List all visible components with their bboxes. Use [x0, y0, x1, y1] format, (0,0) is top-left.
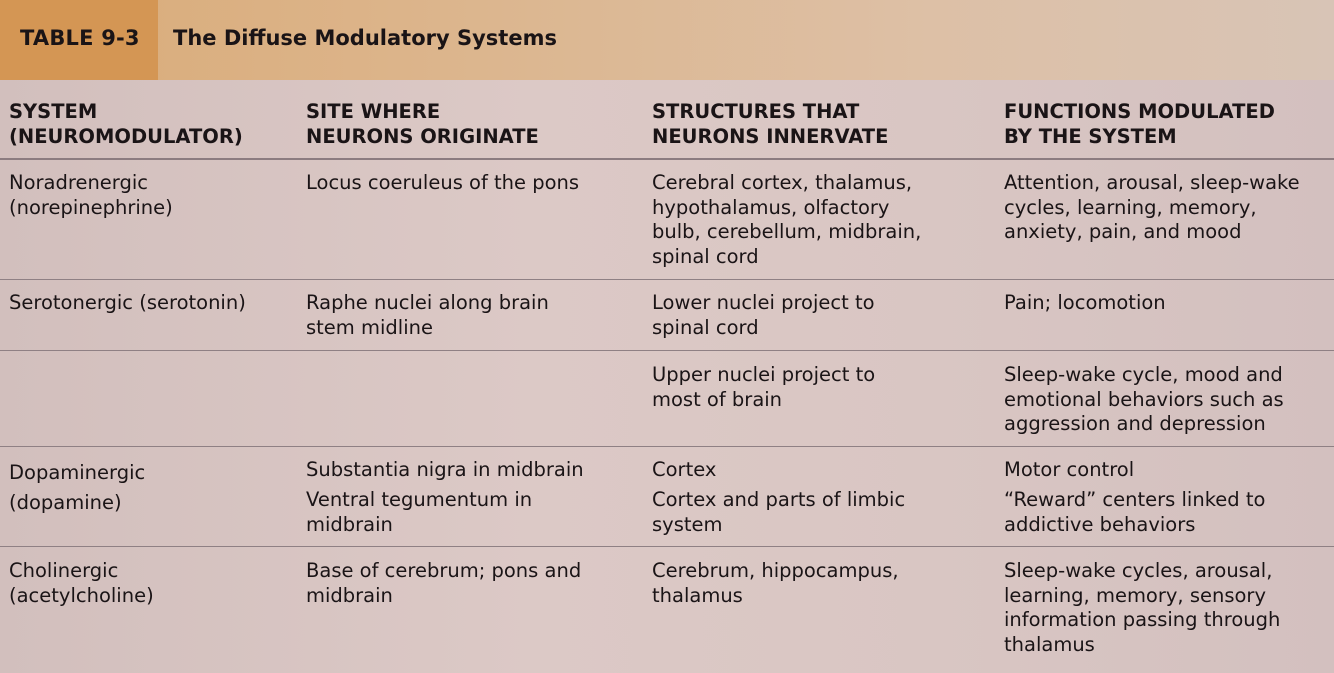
row-noradrenergic-site: Locus coeruleus of the pons: [306, 171, 580, 194]
row-divider: [0, 446, 1334, 447]
row-serotonergic-system: Serotonergic (serotonin): [9, 291, 246, 314]
row-cholinergic-system: Cholinergic (acetylcholine): [9, 559, 154, 607]
header-structures: STRUCTURES THAT NEURONS INNERVATE: [652, 100, 889, 148]
header-divider: [0, 158, 1334, 160]
table-number: TABLE 9-3: [20, 26, 140, 50]
row-dopaminergic-functions: Motor control: [1004, 458, 1135, 481]
row-dopaminergic-site-2: Ventral tegumentum in midbrain: [306, 488, 533, 536]
row-divider: [0, 279, 1334, 280]
row-serotonergic-structures: Lower nuclei project to spinal cord: [652, 291, 875, 339]
row-dopaminergic-structures: Cortex: [652, 458, 717, 481]
row-serotonergic-site: Raphe nuclei along brain stem midline: [306, 291, 549, 339]
row-cholinergic-functions: Sleep-wake cycles, arousal, learning, memory, sensory information passing through thalamus: [1004, 559, 1281, 656]
header-system: SYSTEM (NEUROMODULATOR): [9, 100, 243, 148]
row-noradrenergic-functions: Attention, arousal, sleep-wake cycles, learning, memory, anxiety, pain, and mood: [1004, 171, 1300, 243]
table-title: The Diffuse Modulatory Systems: [173, 26, 557, 50]
row-noradrenergic-system: Noradrenergic (norepinephrine): [9, 171, 173, 219]
row-divider: [0, 350, 1334, 351]
header-functions: FUNCTIONS MODULATED BY THE SYSTEM: [1004, 100, 1275, 148]
row-divider: [0, 546, 1334, 547]
row-dopaminergic-site: Substantia nigra in midbrain: [306, 458, 584, 481]
row-noradrenergic-structures: Cerebral cortex, thalamus, hypothalamus, olfactory bulb, cerebellum, midbrain, spinal cord: [652, 171, 922, 268]
row-cholinergic-site: Base of cerebrum; pons and midbrain: [306, 559, 582, 607]
row-serotonergic-upper-functions: Sleep-wake cycle, mood and emotional behaviors such as aggression and depression: [1004, 363, 1284, 435]
row-dopaminergic-system: Dopaminergic (dopamine): [9, 461, 146, 514]
row-serotonergic-upper-structures: Upper nuclei project to most of brain: [652, 363, 876, 411]
header-site: SITE WHERE NEURONS ORIGINATE: [306, 100, 539, 148]
row-dopaminergic-functions-2: “Reward” centers linked to addictive behaviors: [1004, 488, 1266, 536]
row-dopaminergic-structures-2: Cortex and parts of limbic system: [652, 488, 906, 536]
row-cholinergic-structures: Cerebrum, hippocampus, thalamus: [652, 559, 899, 607]
table-title-bar: [0, 0, 1334, 80]
row-serotonergic-functions: Pain; locomotion: [1004, 291, 1166, 314]
